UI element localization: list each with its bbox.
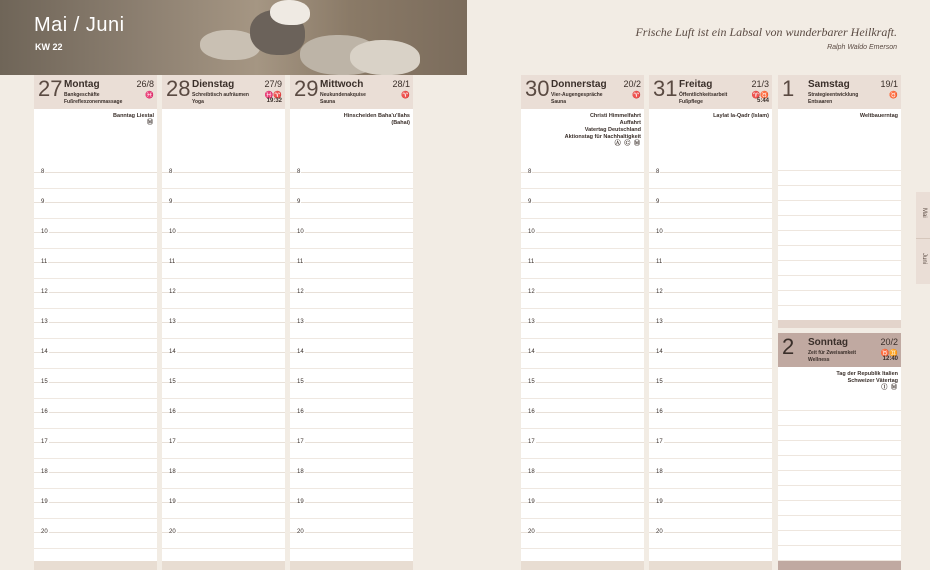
hour-label: 8 (656, 169, 660, 175)
hour-slot[interactable] (162, 259, 285, 292)
hour-label: 10 (656, 229, 663, 235)
hour-label: 20 (169, 529, 176, 535)
writing-line (778, 230, 901, 231)
header-photo (0, 0, 467, 75)
zodiac-icon: ♈♉ (751, 92, 769, 99)
hour-slot[interactable] (649, 469, 772, 502)
hour-slot[interactable] (521, 259, 644, 292)
half-hour-line (649, 278, 772, 279)
day-count: 19/1 (880, 79, 898, 89)
hour-slot[interactable] (290, 199, 413, 232)
hour-label: 19 (528, 499, 535, 505)
hour-slot[interactable] (34, 349, 157, 382)
day-count: 27/9 (264, 79, 282, 89)
hour-label: 8 (169, 169, 173, 175)
hour-label: 16 (41, 409, 48, 415)
half-hour-line (34, 548, 157, 549)
writing-line (778, 545, 901, 546)
hour-label: 16 (656, 409, 663, 415)
day-number: 30 (525, 76, 550, 101)
writing-line (778, 425, 901, 426)
hour-slot[interactable] (649, 289, 772, 322)
hour-slot[interactable] (649, 199, 772, 232)
writing-line (778, 440, 901, 441)
writing-line (778, 515, 901, 516)
hour-slot[interactable] (34, 199, 157, 232)
half-hour-line (521, 248, 644, 249)
footer-bar (34, 561, 157, 570)
hour-slot[interactable] (162, 319, 285, 352)
hour-slot[interactable] (162, 529, 285, 562)
hour-label: 13 (169, 319, 176, 325)
hour-label: 10 (169, 229, 176, 235)
half-hour-line (649, 248, 772, 249)
side-tab-mai[interactable]: Mai (921, 208, 927, 218)
hour-label: 14 (656, 349, 663, 355)
hour-label: 12 (528, 289, 535, 295)
hour-label: 17 (528, 439, 535, 445)
hour-label: 18 (656, 469, 663, 475)
day-column-freitag[interactable] (649, 75, 772, 561)
hour-label: 8 (41, 169, 45, 175)
day-tasks: Vier-Augengespräche Sauna (551, 92, 603, 105)
hour-slot[interactable] (34, 409, 157, 442)
day-events: Banntag Liestal Ⓜ (113, 113, 154, 126)
day-events: Hinscheiden Baha'u'llahs (Bahai) (343, 113, 410, 126)
writing-line (778, 170, 901, 171)
hour-label: 15 (169, 379, 176, 385)
hour-label: 19 (656, 499, 663, 505)
half-hour-line (162, 218, 285, 219)
half-hour-line (290, 338, 413, 339)
hour-slot[interactable] (521, 169, 644, 202)
half-hour-line (649, 308, 772, 309)
half-hour-line (162, 548, 285, 549)
event-icons: Ⓜ (146, 120, 154, 126)
hour-label: 10 (41, 229, 48, 235)
day-column-dienstag[interactable] (162, 75, 285, 561)
zodiac-icon: ♓ (145, 92, 154, 99)
event-icons: Ⓘ Ⓜ (881, 385, 898, 391)
hour-label: 19 (297, 499, 304, 505)
hour-slot[interactable] (290, 349, 413, 382)
hour-label: 11 (169, 259, 176, 265)
hour-slot[interactable] (521, 289, 644, 322)
hour-label: 17 (656, 439, 663, 445)
hour-slot[interactable] (290, 229, 413, 262)
half-hour-line (649, 368, 772, 369)
writing-line (778, 305, 901, 306)
hour-slot[interactable] (521, 199, 644, 232)
footer-bar (290, 561, 413, 570)
half-hour-line (290, 488, 413, 489)
half-hour-line (290, 398, 413, 399)
zodiac-icon: ♉ (889, 92, 898, 99)
half-hour-line (649, 488, 772, 489)
hour-label: 15 (297, 379, 304, 385)
hour-slot[interactable] (162, 469, 285, 502)
half-hour-line (34, 278, 157, 279)
hour-label: 18 (169, 469, 176, 475)
hour-label: 13 (297, 319, 304, 325)
hour-slot[interactable] (649, 499, 772, 532)
hour-slot[interactable] (34, 529, 157, 562)
half-hour-line (34, 248, 157, 249)
hour-label: 14 (297, 349, 304, 355)
day-events: Tag der Republik Italien Schweizer Vätertag Ⓘ Ⓜ (836, 371, 898, 391)
day-name: Samstag (808, 79, 850, 90)
half-hour-line (649, 428, 772, 429)
half-hour-line (162, 188, 285, 189)
quote-author: Ralph Waldo Emerson (827, 44, 897, 51)
half-hour-line (521, 518, 644, 519)
hour-label: 17 (41, 439, 48, 445)
half-hour-line (290, 248, 413, 249)
day-column-donnerstag[interactable] (521, 75, 644, 561)
half-hour-line (649, 548, 772, 549)
hour-label: 14 (41, 349, 48, 355)
day-tasks: Neukundenakquise Sauna (320, 92, 366, 105)
hour-slot[interactable] (649, 319, 772, 352)
hour-slot[interactable] (162, 349, 285, 382)
footer-bar (162, 561, 285, 570)
day-column-samstag[interactable] (778, 75, 901, 320)
hour-slot[interactable] (290, 469, 413, 502)
half-hour-line (162, 428, 285, 429)
half-hour-line (34, 458, 157, 459)
day-name: Sonntag (808, 337, 848, 348)
hour-label: 11 (297, 259, 304, 265)
day-name: Donnerstag (551, 79, 607, 90)
half-hour-line (521, 278, 644, 279)
hour-label: 20 (656, 529, 663, 535)
half-hour-line (34, 368, 157, 369)
zodiac-icon: ♓♈ (264, 92, 282, 99)
half-hour-line (649, 338, 772, 339)
half-hour-line (649, 218, 772, 219)
hour-label: 13 (528, 319, 535, 325)
hour-slot[interactable] (290, 169, 413, 202)
hour-label: 20 (528, 529, 535, 535)
zodiac-icon: ♈ (401, 92, 410, 99)
day-number: 31 (653, 76, 678, 101)
hour-label: 12 (656, 289, 663, 295)
half-hour-line (521, 188, 644, 189)
hour-slot[interactable] (290, 529, 413, 562)
half-hour-line (521, 368, 644, 369)
day-number: 2 (782, 334, 795, 359)
hour-label: 10 (528, 229, 535, 235)
day-count: 21/3 (751, 79, 769, 89)
hour-label: 8 (528, 169, 532, 175)
hour-label: 20 (297, 529, 304, 535)
footer-bar (649, 561, 772, 570)
hour-slot[interactable] (34, 289, 157, 322)
moon-time: 12:40 (882, 356, 898, 362)
half-hour-line (162, 368, 285, 369)
hour-label: 11 (656, 259, 663, 265)
hour-slot[interactable] (34, 229, 157, 262)
hour-label: 16 (528, 409, 535, 415)
hour-label: 14 (528, 349, 535, 355)
day-name: Freitag (679, 79, 713, 90)
hour-label: 12 (41, 289, 48, 295)
writing-line (778, 455, 901, 456)
hour-slot[interactable] (290, 379, 413, 412)
writing-line (778, 410, 901, 411)
day-number: 27 (38, 76, 63, 101)
hour-label: 13 (41, 319, 48, 325)
hour-slot[interactable] (34, 469, 157, 502)
hour-slot[interactable] (162, 409, 285, 442)
hour-slot[interactable] (521, 229, 644, 262)
half-hour-line (649, 188, 772, 189)
hour-label: 11 (528, 259, 535, 265)
zodiac-icon: ♉♊ (880, 350, 898, 357)
hour-slot[interactable] (521, 319, 644, 352)
hour-label: 20 (41, 529, 48, 535)
day-header (521, 75, 644, 109)
half-hour-line (34, 488, 157, 489)
hour-label: 16 (169, 409, 176, 415)
month-title: Mai / Juni (34, 14, 125, 36)
hour-slot[interactable] (162, 439, 285, 472)
hour-slot[interactable] (649, 439, 772, 472)
hour-label: 10 (297, 229, 304, 235)
hour-slot[interactable] (290, 409, 413, 442)
half-hour-line (649, 518, 772, 519)
hour-label: 15 (41, 379, 48, 385)
writing-line (778, 530, 901, 531)
hour-slot[interactable] (649, 529, 772, 562)
hour-label: 18 (41, 469, 48, 475)
hour-label: 9 (297, 199, 301, 205)
hour-label: 18 (297, 469, 304, 475)
day-tasks: Strategieentwicklung Entsaaren (808, 92, 859, 105)
day-number: 29 (294, 76, 319, 101)
writing-line (778, 185, 901, 186)
hour-label: 9 (169, 199, 173, 205)
hour-slot[interactable] (649, 259, 772, 292)
half-hour-line (290, 458, 413, 459)
half-hour-line (521, 428, 644, 429)
half-hour-line (34, 518, 157, 519)
hour-slot[interactable] (162, 379, 285, 412)
day-tasks: Zeit für Zweisamkeit Wellness (808, 350, 857, 363)
writing-line (778, 215, 901, 216)
hour-slot[interactable] (521, 529, 644, 562)
moon-time: 19:32 (266, 98, 282, 104)
hour-label: 9 (528, 199, 532, 205)
day-events: Laylat la-Qadr (Islam) (713, 113, 769, 119)
writing-line (778, 470, 901, 471)
half-hour-line (290, 368, 413, 369)
month-side-tabs (916, 192, 930, 284)
hour-slot[interactable] (34, 259, 157, 292)
day-header (778, 75, 901, 109)
day-tasks: Bankgeschäfte Fußreflexzonenmassage (64, 92, 123, 105)
half-hour-line (290, 278, 413, 279)
half-hour-line (521, 338, 644, 339)
hour-slot[interactable] (290, 319, 413, 352)
hour-slot[interactable] (34, 319, 157, 352)
day-tasks: Schreibtisch aufräumen Yoga (192, 92, 249, 105)
hour-label: 16 (297, 409, 304, 415)
hour-label: 13 (656, 319, 663, 325)
footer-bar (521, 561, 644, 570)
hour-label: 9 (41, 199, 45, 205)
half-hour-line (34, 428, 157, 429)
half-hour-line (290, 548, 413, 549)
hour-slot[interactable] (521, 409, 644, 442)
hour-slot[interactable] (290, 499, 413, 532)
half-hour-line (162, 518, 285, 519)
day-number: 1 (782, 76, 795, 101)
side-tab-juni[interactable]: Juni (921, 253, 927, 265)
writing-line (778, 260, 901, 261)
day-column-sonntag[interactable] (778, 367, 901, 561)
hour-label: 12 (169, 289, 176, 295)
hour-slot[interactable] (34, 439, 157, 472)
footer-bar (778, 561, 901, 570)
hour-label: 9 (656, 199, 660, 205)
half-hour-line (649, 458, 772, 459)
half-hour-line (162, 338, 285, 339)
hour-label: 15 (656, 379, 663, 385)
half-hour-line (521, 398, 644, 399)
writing-line (778, 275, 901, 276)
half-hour-line (162, 488, 285, 489)
hour-label: 8 (297, 169, 301, 175)
day-number: 28 (166, 76, 191, 101)
hour-label: 17 (169, 439, 176, 445)
day-count: 20/2 (623, 79, 641, 89)
hour-slot[interactable] (162, 229, 285, 262)
hour-slot[interactable] (290, 289, 413, 322)
day-header-sonntag (778, 333, 901, 367)
half-hour-line (34, 218, 157, 219)
half-hour-line (162, 458, 285, 459)
hour-slot[interactable] (649, 349, 772, 382)
day-name: Montag (64, 79, 100, 90)
hour-label: 19 (41, 499, 48, 505)
hour-slot[interactable] (290, 259, 413, 292)
half-hour-line (162, 308, 285, 309)
hour-slot[interactable] (162, 199, 285, 232)
hour-slot[interactable] (649, 169, 772, 202)
day-name: Dienstag (192, 79, 235, 90)
hour-slot[interactable] (521, 379, 644, 412)
half-hour-line (34, 188, 157, 189)
half-hour-line (290, 308, 413, 309)
day-column-montag[interactable] (34, 75, 157, 561)
day-header (290, 75, 413, 109)
half-hour-line (34, 308, 157, 309)
hour-slot[interactable] (34, 379, 157, 412)
weekend-separator (778, 320, 901, 328)
hour-label: 19 (169, 499, 176, 505)
half-hour-line (162, 248, 285, 249)
day-count: 26/8 (136, 79, 154, 89)
half-hour-line (521, 488, 644, 489)
writing-line (778, 200, 901, 201)
hour-slot[interactable] (521, 439, 644, 472)
hour-slot[interactable] (521, 349, 644, 382)
hour-slot[interactable] (649, 379, 772, 412)
moon-time: 5:44 (756, 98, 769, 104)
writing-line (778, 245, 901, 246)
half-hour-line (521, 218, 644, 219)
day-header (34, 75, 157, 109)
half-hour-line (290, 518, 413, 519)
half-hour-line (34, 398, 157, 399)
half-hour-line (649, 398, 772, 399)
hour-label: 11 (41, 259, 48, 265)
hour-label: 18 (528, 469, 535, 475)
hour-slot[interactable] (162, 289, 285, 322)
hour-slot[interactable] (521, 499, 644, 532)
quote-text: Frische Luft ist ein Labsal von wunderbarer Heilkraft. (635, 25, 897, 39)
half-hour-line (290, 188, 413, 189)
hour-label: 15 (528, 379, 535, 385)
day-header (649, 75, 772, 109)
hour-slot[interactable] (34, 499, 157, 532)
hour-label: 14 (169, 349, 176, 355)
week-label: KW 22 (35, 42, 63, 52)
writing-line (778, 290, 901, 291)
zodiac-icon: ♈ (632, 92, 641, 99)
day-count: 28/1 (392, 79, 410, 89)
day-header (162, 75, 285, 109)
day-name: Mittwoch (320, 79, 364, 90)
hour-slot[interactable] (162, 499, 285, 532)
day-count: 20/2 (880, 337, 898, 347)
hour-slot[interactable] (649, 409, 772, 442)
day-column-mittwoch[interactable] (290, 75, 413, 561)
half-hour-line (290, 218, 413, 219)
event-icons: Ⓐ Ⓒ Ⓜ (614, 141, 641, 147)
half-hour-line (162, 278, 285, 279)
half-hour-line (290, 428, 413, 429)
hour-slot[interactable] (649, 229, 772, 262)
day-events: Christi Himmelfahrt Auffahrt Vatertag Deutschland Aktionstag für Nachhaltigkeit Ⓐ Ⓒ Ⓜ (564, 113, 641, 147)
hour-slot[interactable] (162, 169, 285, 202)
half-hour-line (521, 308, 644, 309)
hour-slot[interactable] (521, 469, 644, 502)
half-hour-line (162, 398, 285, 399)
hour-slot[interactable] (290, 439, 413, 472)
hour-label: 17 (297, 439, 304, 445)
day-tasks: Öffentlichkeitsarbeit Fußpflege (679, 92, 728, 105)
half-hour-line (521, 458, 644, 459)
hour-label: 12 (297, 289, 304, 295)
day-events: Weltbauerntag (859, 113, 898, 119)
half-hour-line (34, 338, 157, 339)
writing-line (778, 500, 901, 501)
writing-line (778, 485, 901, 486)
half-hour-line (521, 548, 644, 549)
hour-slot[interactable] (34, 169, 157, 202)
